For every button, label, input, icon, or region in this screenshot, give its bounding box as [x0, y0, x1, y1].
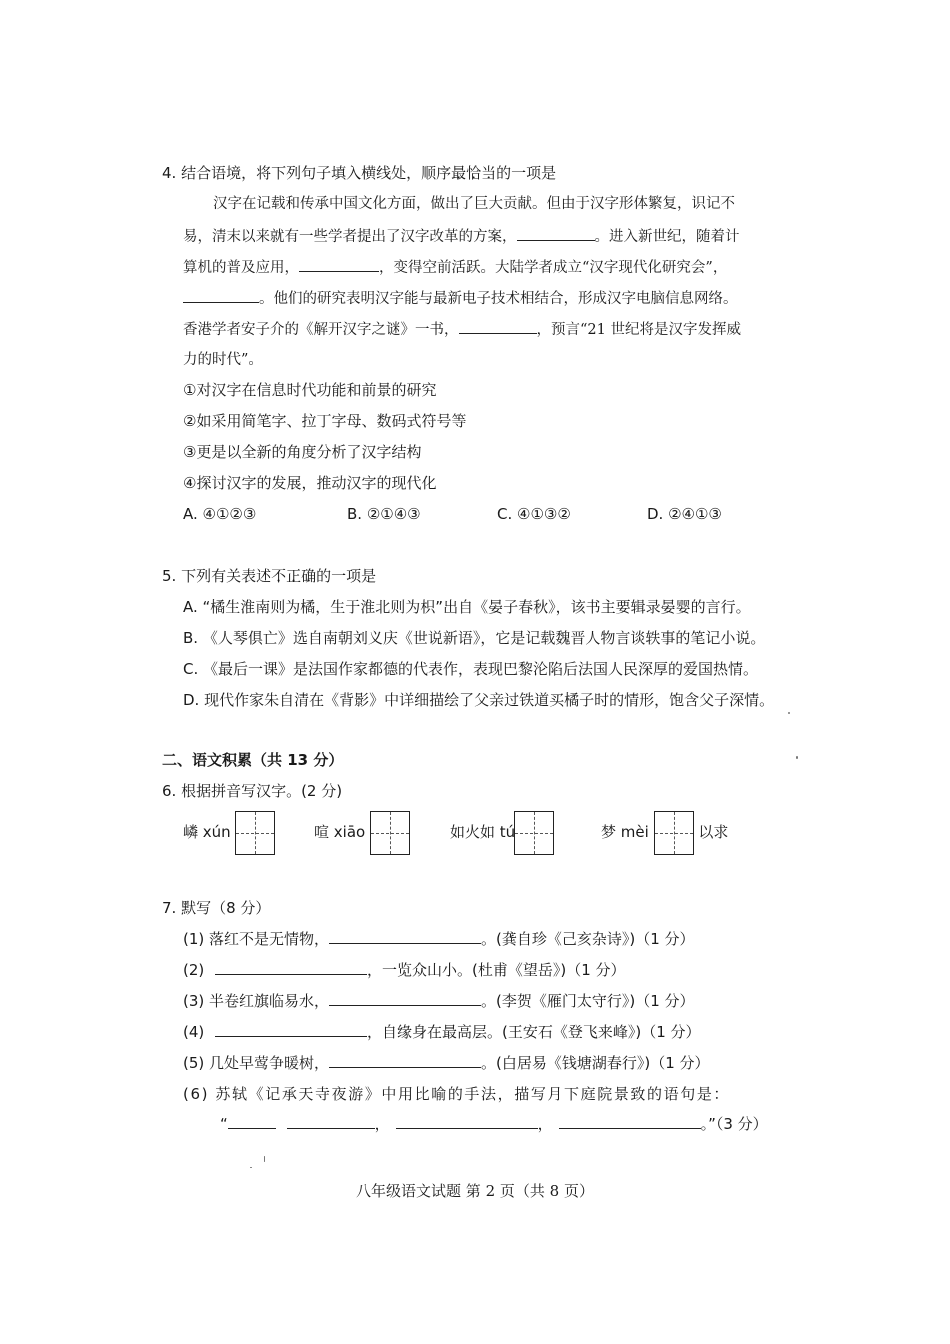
q4-sentence-4: ④探讨汉字的发展，推动汉字的现代化 [183, 474, 437, 492]
q6-word-2: 喧 xiāo [314, 810, 410, 855]
emphasis-char: 恰 [466, 164, 482, 182]
q4-sentence-3: ③更是以全新的角度分析了汉字结构 [183, 443, 422, 461]
scan-speck [264, 1156, 265, 1162]
q4-passage-line-5: 香港学者安子介的《解开汉字之谜》一书， ，预言“21 世纪将是汉字发挥威 [183, 319, 741, 340]
page-footer: 八年级语文试题 第 2 页（共 8 页） [356, 1182, 594, 1200]
q4-sentence-2: ②如采用简笔字、拉丁字母、数码式符号等 [183, 412, 467, 430]
answer-blank[interactable] [215, 1022, 367, 1037]
scan-speck [796, 756, 798, 759]
tianzige-box[interactable] [235, 811, 275, 855]
tianzige-box[interactable] [370, 811, 410, 855]
tianzige-box[interactable] [514, 811, 554, 855]
answer-blank[interactable] [329, 991, 481, 1006]
q7-line-5: (5) 几处早莺争暖树， 。(白居易《钱塘湖春行》)（1 分） [183, 1054, 710, 1072]
q7-line-6: (6) 苏轼《记承天寺夜游》中用比喻的手法，描写月下庭院景致的语句是： [183, 1085, 731, 1103]
q6-word-3: 如火如 tú [450, 810, 554, 855]
q5-option-c[interactable]: C. 《最后一课》是法国作家都德的代表作，表现巴黎沦陷后法国人民深厚的爱国热情。 [183, 660, 759, 678]
section-2-title: 二、语文积累（共 13 分） [162, 751, 344, 769]
q4-passage-line-2: 易，清末以来就有一些学者提出了汉字改革的方案， 。进入新世纪，随着计 [183, 226, 740, 247]
answer-blank[interactable] [329, 1053, 481, 1068]
emphasis-char: 不 [271, 567, 287, 585]
q4-prompt: 4. 结合语境，将下列句子填入横线处，顺序最恰当的一项是 [162, 164, 557, 182]
q4-option-c[interactable]: C. ④①③② [497, 505, 571, 523]
q4-option-d[interactable]: D. ②④①③ [647, 505, 722, 523]
q4-passage-line-3: 算机的普及应用， ，变得空前活跃。大陆学者成立“汉字现代化研究会”， [183, 257, 727, 278]
q6-title: 6. 根据拼音写汉字。(2 分) [162, 782, 343, 800]
q7-line-3: (3) 半卷红旗临易水， 。(李贺《雁门太守行》)（1 分） [183, 992, 695, 1010]
answer-blank[interactable] [183, 288, 259, 303]
q4-sentence-1: ①对汉字在信息时代功能和前景的研究 [183, 381, 437, 399]
scan-speck [788, 712, 790, 714]
emphasis-char: 确 [301, 567, 317, 585]
tianzige-box[interactable] [654, 811, 694, 855]
q4-option-b[interactable]: B. ②①④③ [347, 505, 421, 523]
q6-word-1: 嶙 xún [183, 810, 275, 855]
answer-blank[interactable] [517, 226, 595, 241]
q7-line-4: (4) ，自缘身在最高层。(王安石《登飞来峰》)（1 分） [183, 1023, 701, 1041]
answer-blank[interactable] [559, 1114, 701, 1129]
emphasis-char: 当 [481, 164, 497, 182]
answer-blank[interactable] [287, 1114, 375, 1129]
emphasis-char: 正 [286, 567, 302, 585]
q7-line-1: (1) 落红不是无情物， 。(龚自珍《己亥杂诗》)（1 分） [183, 930, 695, 948]
q7-line-6-answer: “ ， ， 。”（3 分） [220, 1115, 768, 1133]
q6-word-4: 梦 mèi 以求 [601, 810, 728, 855]
answer-blank[interactable] [299, 257, 379, 272]
answer-blank[interactable] [215, 960, 367, 975]
scan-speck [250, 1167, 252, 1168]
q4-passage-line-4: 。他们的研究表明汉字能与最新电子技术相结合，形成汉字电脑信息网络。 [183, 288, 738, 309]
q5-option-d[interactable]: D. 现代作家朱自清在《背影》中详细描绘了父亲过铁道买橘子时的情形，饱含父子深情。 [183, 691, 775, 709]
q4-option-a[interactable]: A. ④①②③ [183, 505, 257, 523]
q5-option-a[interactable]: A. “橘生淮南则为橘，生于淮北则为枳”出自《晏子春秋》，该书主要辑录晏婴的言行。 [183, 598, 751, 616]
answer-blank[interactable] [459, 319, 537, 334]
answer-blank[interactable] [396, 1114, 538, 1129]
q7-line-2: (2) ，一览众山小。(杜甫《望岳》)（1 分） [183, 961, 626, 979]
answer-blank[interactable] [329, 929, 481, 944]
q4-passage-line-1: 汉字在记载和传承中国文化方面，做出了巨大贡献。但由于汉字形体繁复，识记不 [213, 196, 735, 212]
answer-blank[interactable] [228, 1114, 276, 1129]
q4-passage-line-6: 力的时代”。 [183, 352, 263, 368]
q5-prompt: 5. 下列有关表述不正确的一项是 [162, 567, 377, 585]
emphasis-char: 最 [451, 164, 467, 182]
q7-title: 7. 默写（8 分） [162, 899, 271, 917]
q5-option-b[interactable]: B. 《人琴俱亡》选自南朝刘义庆《世说新语》，它是记载魏晋人物言谈轶事的笔记小说。 [183, 629, 766, 647]
